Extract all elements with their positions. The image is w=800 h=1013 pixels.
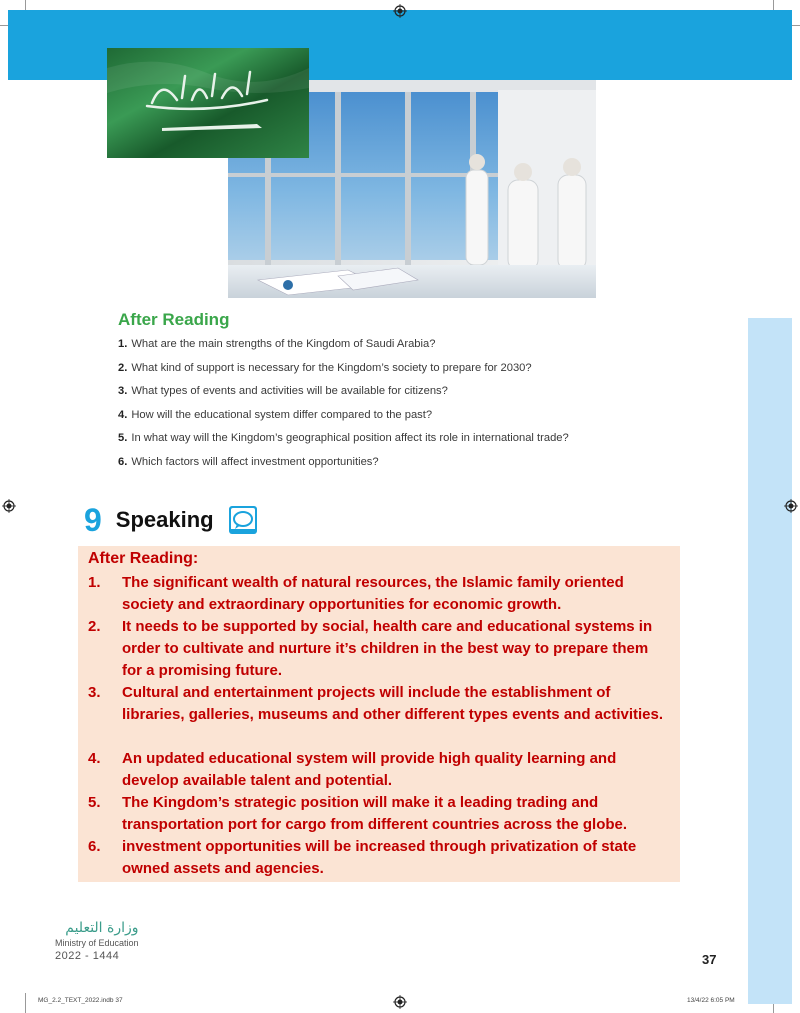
- section-number: 9: [84, 501, 102, 538]
- crop-mark: [25, 993, 26, 1013]
- question-item: 4. How will the educational system differ compared to the past?: [118, 408, 433, 421]
- answers-box: [78, 546, 680, 882]
- page-number: 37: [702, 952, 717, 967]
- logo-english: Ministry of Education: [55, 938, 139, 948]
- logo-year: 2022 - 1444: [55, 950, 120, 962]
- ministry-logo: [55, 920, 139, 962]
- question-item: 2. What kind of support is necessary for the Kingdom’s society to prepare for 2030?: [118, 361, 532, 374]
- registration-mark-icon: [393, 995, 407, 1009]
- question-item: 5. In what way will the Kingdom’s geographical position affect its role in international trade?: [118, 432, 569, 444]
- section-title: Speaking: [115, 507, 214, 532]
- answer-item: 5. The Kingdom’s strategic position will make it a leading trading and transportation port for cargo from different countries across the globe.: [88, 794, 628, 833]
- print-timestamp: 13/4/22 6:05 PM: [687, 997, 735, 1004]
- section-header: [84, 502, 258, 538]
- after-reading-questions: [118, 336, 738, 477]
- registration-mark-icon: [2, 499, 16, 513]
- answer-item: 4. An updated educational system will provide high quality learning and develop available talent and potential.: [88, 750, 617, 789]
- answers-heading: After Reading:: [88, 550, 199, 567]
- answer-item: 6. investment opportunities will be increased through privatization of state owned assets and agencies.: [88, 838, 637, 877]
- side-color-bar: [748, 318, 792, 1004]
- answer-item: 2. It needs to be supported by social, health care and educational systems in order to cultivate and nurture it’s children in the best way to prepare them for a promising future.: [88, 618, 653, 679]
- question-item: 1. What are the main strengths of the Kingdom of Saudi Arabia?: [118, 338, 436, 350]
- registration-mark-icon: [784, 499, 798, 513]
- answer-item: 3. Cultural and entertainment projects will include the establishment of libraries, galleries, museums and other different types events and activities.: [88, 684, 664, 723]
- print-slug: MG_2.2_TEXT_2022.indb 37: [38, 997, 123, 1004]
- question-item: 6. Which factors will affect investment opportunities?: [118, 455, 379, 468]
- question-item: 3. What types of events and activities will be available for citizens?: [118, 385, 448, 397]
- answer-item: 1. The significant wealth of natural resources, the Islamic family oriented society and extraordinary opportunities for economic growth.: [88, 574, 624, 613]
- after-reading-heading: After Reading: [118, 310, 230, 329]
- logo-arabic: وزارة التعليم: [65, 920, 139, 936]
- speech-bubble-icon: [228, 505, 258, 535]
- registration-mark-icon: [393, 4, 407, 18]
- saudi-flag-image: [107, 48, 309, 158]
